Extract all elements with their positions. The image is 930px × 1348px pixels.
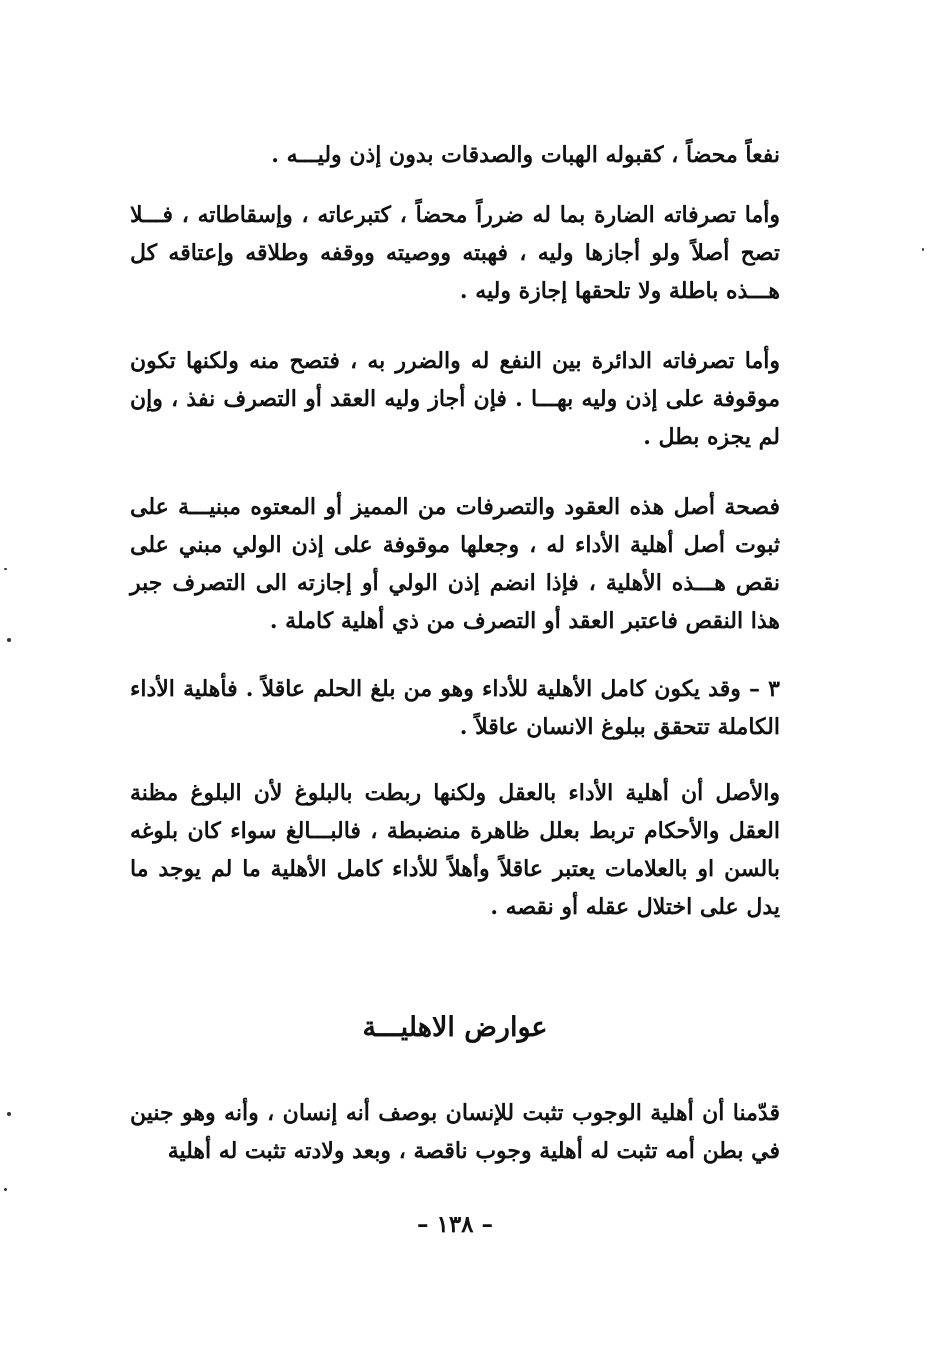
scan-speck xyxy=(922,248,924,251)
scan-speck xyxy=(7,638,11,642)
paragraph-mixed-dispositions: وأما تصرفاته الدائرة بين النفع له والضرر به ، فتصح منه ولكنها تكون موقوفة على إذن وليه بهـــا . فإن أجاز وليه العقد أو التصرف نفذ ، وإن لم يجزه بطل . xyxy=(130,348,780,450)
scan-speck xyxy=(4,1188,7,1191)
scan-speck xyxy=(4,568,7,570)
scan-speck xyxy=(7,1112,11,1116)
paragraph-harmful-dispositions: وأما تصرفاته الضارة بما له ضرراً محضاً ، كتبرعاته ، وإسقاطاته ، فـــلا تصح أصلاً ولو أجازها وليه ، فهبته ووصيته ووقفه وطلاقه وإعتاقه كل هـــذه باطلة ولا تلحقها إجازة وليه . xyxy=(130,202,780,304)
page-number: – ١٣٨ – xyxy=(416,1211,494,1238)
paragraph-after-heading: قدّمنا أن أهلية الوجوب تثبت للإنسان بوصف أنه إنسان ، وأنه وهو جنين في بطن أمه تثبت له أهلية وجوب ناقصة ، وبعد ولادته تثبت له أهلية xyxy=(130,1100,780,1164)
paragraph-puberty: والأصل أن أهلية الأداء بالعقل ولكنها ربطت بالبلوغ لأن البلوغ مظنة العقل والأحكام تربط بعلل ظاهرة منضبطة ، فالبـــالغ سواء كان بلوغه بالسن او بالعلامات يعتبر عاقلاً وأهلاً للأداء كامل الأهلية ما لم يوجد ما يدل على اختلال عقله أو نقصه . xyxy=(130,780,780,920)
paragraph-validity: فصحة أصل هذه العقود والتصرفات من المميز أو المعتوه مبنيـــة على ثبوت أصل أهلية الأداء له ، وجعلها موقوفة على إذن الولي مبني على نقص هـــذه الأهلية ، فإذا انضم إذن الولي أو إجازته الى التصرف جبر هذا النقص فاعتبر العقد أو التصرف من ذي أهلية كاملة . xyxy=(130,494,780,634)
paragraph-full-capacity: ٣ – وقد يكون كامل الأهلية للأداء وهو من بلغ الحلم عاقلاً . فأهلية الأداء الكاملة تتحقق ببلوغ الانسان عاقلاً . xyxy=(130,676,780,740)
section-heading: عوارض الاهليـــة xyxy=(362,1012,548,1043)
paragraph-continuation: نفعاً محضاً ، كقبوله الهبات والصدقات بدون إذن وليـــه . xyxy=(271,142,780,168)
